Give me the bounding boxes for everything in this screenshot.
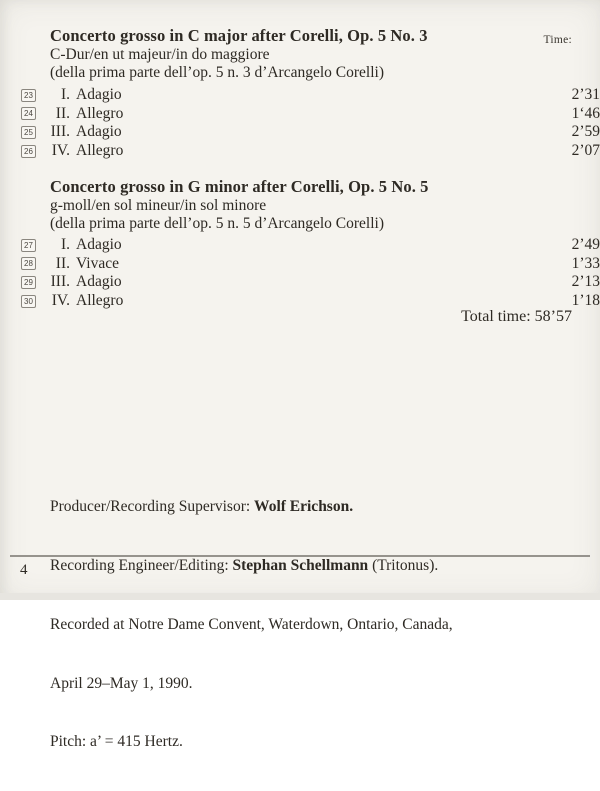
table-row [0,105,600,124]
track-list-2 [0,236,600,310]
credit-name: Wolf Erichson. [254,498,354,516]
section-note: (della prima parte dell’op. 5 n. 3 d’Arcangelo Corelli) [50,63,384,81]
movement-time: 1’33 [571,254,600,272]
movement-name: Adagio [76,273,122,291]
movement-numeral: IV. [51,141,70,159]
movement-time: 2’07 [571,141,600,159]
footer-divider [10,555,590,557]
track-list-1 [0,86,600,160]
movement-time: 2’31 [571,86,600,103]
table-row [0,142,600,161]
movement-name: Allegro [76,104,124,122]
table-row [0,123,600,142]
credit-suffix: (Tritonus). [368,556,439,574]
movement-name: Vivace [76,254,119,272]
movement-numeral: II. [55,254,70,272]
movement-name: Adagio [76,123,122,141]
total-time: Total time: 58’57 [461,308,572,325]
track-number-badge: 26 [21,145,36,158]
credit-name: Stephan Schellmann [232,556,369,574]
table-row [0,255,600,274]
section-subtitle: C-Dur/en ut majeur/in do maggiore [50,45,270,63]
credit-line-producer [50,497,453,517]
section-concerto-c-major [50,27,572,82]
credit-line-pitch: Pitch: a’ = 415 Hertz. [50,733,183,751]
movement-numeral: I. [60,86,70,103]
track-number-badge: 24 [21,107,36,120]
movement-time: 2’49 [571,236,600,253]
credit-label: Producer/Recording Supervisor: [50,498,255,516]
credit-label: Recording Engineer/Editing: [50,556,233,574]
table-row [0,236,600,255]
track-number-badge: 25 [21,126,36,139]
track-number-badge: 23 [21,89,36,102]
section-concerto-g-minor [50,178,572,233]
movement-numeral: II. [55,104,70,122]
production-credits [50,458,453,791]
credit-line-engineer [50,556,453,576]
page-number: 4 [20,562,28,578]
movement-time: 2’13 [571,273,600,291]
movement-time: 2’59 [571,123,600,141]
movement-name: Allegro [76,291,124,309]
time-column-header: Time: [543,34,572,46]
movement-name: Adagio [76,86,122,103]
movement-numeral: IV. [51,291,70,309]
track-number-badge: 29 [21,276,36,289]
movement-time: 1‘46 [571,104,600,122]
section-title: Concerto grosso in G minor after Corelli, Op. 5 No. 5 [50,177,429,196]
credit-line-dates: April 29–May 1, 1990. [50,674,193,692]
table-row [0,86,600,105]
track-number-badge: 30 [21,295,36,308]
movement-numeral: III. [50,123,70,141]
movement-numeral: I. [60,236,70,253]
section-subtitle: g-moll/en sol mineur/in sol minore [50,196,267,214]
section-title: Concerto grosso in C major after Corelli, Op. 5 No. 3 [50,26,428,45]
track-number-badge: 27 [21,239,36,252]
movement-name: Allegro [76,141,124,159]
movement-numeral: III. [50,273,70,291]
credit-line-location: Recorded at Notre Dame Convent, Waterdown, Ontario, Canada, [50,615,453,633]
scan-edge [0,593,600,600]
movement-time: 1’18 [571,291,600,309]
section-note: (della prima parte dell’op. 5 n. 5 d’Arcangelo Corelli) [50,214,384,232]
table-row [0,273,600,292]
track-number-badge: 28 [21,257,36,270]
movement-name: Adagio [76,236,122,253]
